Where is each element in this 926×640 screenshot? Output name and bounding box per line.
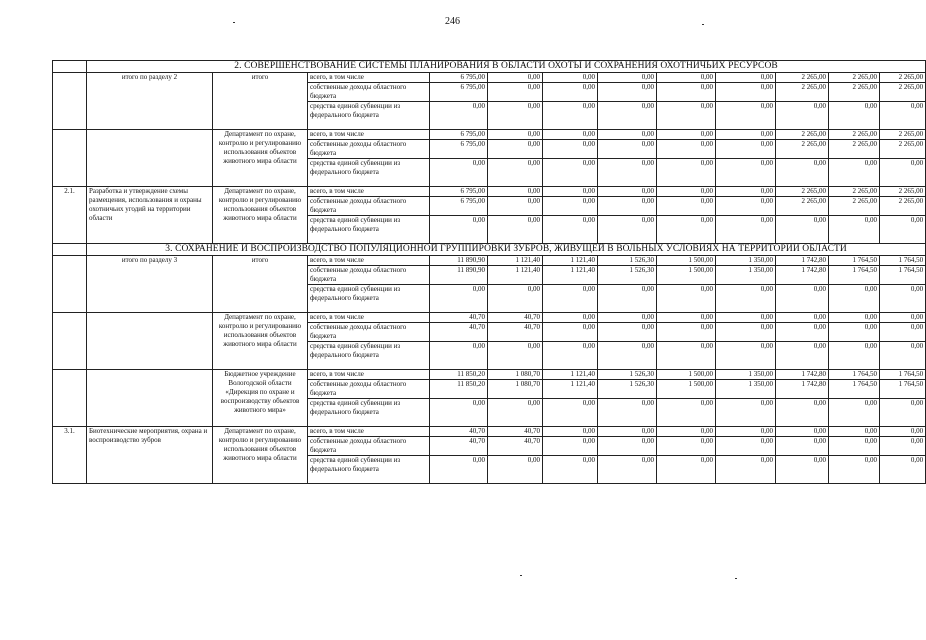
table-row [53, 256, 926, 266]
funding-source-cell: средства единой субвенции из федерального бюджета [308, 399, 430, 427]
amount-cell: 0,00 [657, 83, 716, 102]
amount-cell: 1 764,50 [880, 370, 926, 380]
measure-name-cell: итого по разделу 3 [87, 256, 213, 313]
amount-cell: 0,00 [716, 130, 776, 140]
amount-cell: 40,70 [430, 427, 488, 437]
measure-name-cell [87, 370, 213, 427]
amount-cell: 0,00 [543, 323, 598, 342]
funding-source-cell: всего, в том числе [308, 313, 430, 323]
amount-cell: 11 890,90 [430, 266, 488, 285]
amount-cell: 0,00 [829, 159, 880, 187]
amount-cell: 11 890,90 [430, 256, 488, 266]
executor-cell: Департамент по охране, контролю и регулированию использования объектов животного мира области [213, 130, 308, 187]
amount-cell: 40,70 [488, 437, 543, 456]
amount-cell: 0,00 [880, 456, 926, 484]
budget-table [52, 60, 926, 484]
amount-cell: 0,00 [598, 159, 657, 187]
amount-cell: 0,00 [543, 342, 598, 370]
amount-cell: 0,00 [543, 187, 598, 197]
amount-cell: 0,00 [598, 285, 657, 313]
amount-cell: 0,00 [716, 456, 776, 484]
amount-cell: 0,00 [488, 197, 543, 216]
amount-cell: 0,00 [829, 102, 880, 130]
amount-cell: 0,00 [776, 285, 829, 313]
amount-cell: 0,00 [829, 399, 880, 427]
amount-cell: 0,00 [488, 342, 543, 370]
amount-cell: 6 795,00 [430, 197, 488, 216]
amount-cell: 2 265,00 [880, 83, 926, 102]
funding-source-cell: средства единой субвенции из федерального бюджета [308, 456, 430, 484]
amount-cell: 2 265,00 [880, 130, 926, 140]
amount-cell: 0,00 [543, 102, 598, 130]
amount-cell: 0,00 [598, 102, 657, 130]
amount-cell: 0,00 [598, 456, 657, 484]
amount-cell: 0,00 [716, 159, 776, 187]
amount-cell: 1 121,40 [488, 256, 543, 266]
executor-cell: Бюджетное учреждение Вологодской области «Дирекция по охране и воспроизводству объектов животного мира» [213, 370, 308, 427]
amount-cell: 0,00 [488, 456, 543, 484]
amount-cell: 6 795,00 [430, 130, 488, 140]
measure-name-cell: итого по разделу 2 [87, 73, 213, 130]
amount-cell: 2 265,00 [776, 197, 829, 216]
amount-cell: 0,00 [716, 187, 776, 197]
amount-cell: 0,00 [488, 83, 543, 102]
funding-source-cell: всего, в том числе [308, 256, 430, 266]
funding-source-cell: собственные доходы областного бюджета [308, 140, 430, 159]
amount-cell: 0,00 [430, 102, 488, 130]
amount-cell: 40,70 [430, 323, 488, 342]
amount-cell: 11 850,20 [430, 370, 488, 380]
amount-cell: 0,00 [716, 102, 776, 130]
row-number-cell [53, 130, 87, 187]
amount-cell: 40,70 [430, 437, 488, 456]
amount-cell: 0,00 [543, 399, 598, 427]
amount-cell: 0,00 [657, 342, 716, 370]
measure-name-cell [87, 130, 213, 187]
amount-cell: 0,00 [716, 323, 776, 342]
amount-cell: 0,00 [657, 197, 716, 216]
amount-cell: 0,00 [776, 159, 829, 187]
amount-cell: 1 121,40 [543, 266, 598, 285]
amount-cell: 1 350,00 [716, 370, 776, 380]
amount-cell: 2 265,00 [776, 140, 829, 159]
amount-cell: 0,00 [657, 187, 716, 197]
executor-cell: итого [213, 256, 308, 313]
amount-cell: 1 121,40 [543, 370, 598, 380]
amount-cell: 2 265,00 [829, 83, 880, 102]
amount-cell: 0,00 [657, 427, 716, 437]
amount-cell: 0,00 [880, 427, 926, 437]
amount-cell: 0,00 [880, 342, 926, 370]
amount-cell: 0,00 [488, 102, 543, 130]
amount-cell: 0,00 [488, 187, 543, 197]
amount-cell: 0,00 [716, 313, 776, 323]
amount-cell: 0,00 [543, 313, 598, 323]
measure-name-cell [87, 313, 213, 370]
amount-cell: 0,00 [776, 437, 829, 456]
funding-source-cell: собственные доходы областного бюджета [308, 323, 430, 342]
amount-cell: 0,00 [488, 130, 543, 140]
amount-cell: 0,00 [880, 102, 926, 130]
section-header-row [53, 61, 926, 73]
amount-cell: 2 265,00 [776, 73, 829, 83]
amount-cell: 1 526,30 [598, 266, 657, 285]
amount-cell: 0,00 [657, 399, 716, 427]
amount-cell: 0,00 [488, 216, 543, 244]
amount-cell: 1 764,50 [829, 266, 880, 285]
amount-cell: 0,00 [598, 323, 657, 342]
amount-cell: 0,00 [543, 197, 598, 216]
funding-source-cell: собственные доходы областного бюджета [308, 380, 430, 399]
amount-cell: 1 526,30 [598, 370, 657, 380]
amount-cell: 0,00 [716, 437, 776, 456]
scan-speck [520, 575, 522, 576]
amount-cell: 0,00 [880, 323, 926, 342]
amount-cell: 0,00 [488, 159, 543, 187]
amount-cell: 0,00 [657, 159, 716, 187]
amount-cell: 2 265,00 [880, 197, 926, 216]
amount-cell: 0,00 [488, 399, 543, 427]
amount-cell: 0,00 [716, 427, 776, 437]
table-row [53, 370, 926, 380]
amount-cell: 6 795,00 [430, 140, 488, 159]
amount-cell: 0,00 [598, 313, 657, 323]
amount-cell: 2 265,00 [880, 140, 926, 159]
budget-table-container [52, 60, 924, 484]
amount-cell: 0,00 [657, 102, 716, 130]
amount-cell: 6 795,00 [430, 187, 488, 197]
funding-source-cell: средства единой субвенции из федерального бюджета [308, 216, 430, 244]
amount-cell: 0,00 [430, 285, 488, 313]
amount-cell: 1 121,40 [543, 256, 598, 266]
executor-cell: Департамент по охране, контролю и регулированию использования объектов животного мира области [213, 427, 308, 484]
amount-cell: 1 500,00 [657, 266, 716, 285]
funding-source-cell: всего, в том числе [308, 370, 430, 380]
funding-source-cell: всего, в том числе [308, 427, 430, 437]
amount-cell: 0,00 [716, 216, 776, 244]
section-header-row [53, 244, 926, 256]
funding-source-cell: собственные доходы областного бюджета [308, 83, 430, 102]
amount-cell: 0,00 [829, 285, 880, 313]
amount-cell: 0,00 [488, 285, 543, 313]
amount-cell: 40,70 [430, 313, 488, 323]
amount-cell: 0,00 [657, 313, 716, 323]
amount-cell: 0,00 [657, 456, 716, 484]
table-row [53, 73, 926, 83]
amount-cell: 0,00 [430, 456, 488, 484]
amount-cell: 0,00 [543, 456, 598, 484]
amount-cell: 1 350,00 [716, 380, 776, 399]
table-row [53, 130, 926, 140]
amount-cell: 0,00 [776, 456, 829, 484]
amount-cell: 0,00 [543, 285, 598, 313]
amount-cell: 0,00 [430, 216, 488, 244]
amount-cell: 6 795,00 [430, 73, 488, 83]
amount-cell: 1 500,00 [657, 370, 716, 380]
scan-speck [702, 24, 704, 25]
amount-cell: 1 742,80 [776, 256, 829, 266]
funding-source-cell: собственные доходы областного бюджета [308, 437, 430, 456]
amount-cell: 0,00 [657, 73, 716, 83]
amount-cell: 0,00 [543, 73, 598, 83]
amount-cell: 1 742,80 [776, 370, 829, 380]
amount-cell: 0,00 [598, 83, 657, 102]
amount-cell: 1 764,50 [880, 256, 926, 266]
table-row [53, 187, 926, 197]
amount-cell: 1 742,80 [776, 380, 829, 399]
amount-cell: 0,00 [829, 342, 880, 370]
amount-cell: 0,00 [543, 130, 598, 140]
amount-cell: 0,00 [716, 285, 776, 313]
amount-cell: 0,00 [776, 323, 829, 342]
funding-source-cell: всего, в том числе [308, 73, 430, 83]
amount-cell: 0,00 [543, 216, 598, 244]
amount-cell: 0,00 [716, 140, 776, 159]
scan-speck [233, 22, 235, 23]
amount-cell: 0,00 [598, 427, 657, 437]
amount-cell: 0,00 [716, 399, 776, 427]
amount-cell: 1 764,50 [829, 370, 880, 380]
amount-cell: 0,00 [880, 159, 926, 187]
section-header-num-cell [53, 61, 87, 73]
row-number-cell [53, 256, 87, 313]
amount-cell: 0,00 [880, 285, 926, 313]
amount-cell: 1 764,50 [880, 380, 926, 399]
amount-cell: 0,00 [488, 140, 543, 159]
scan-speck [735, 578, 737, 579]
amount-cell: 1 526,30 [598, 256, 657, 266]
amount-cell: 2 265,00 [829, 187, 880, 197]
amount-cell: 1 764,50 [880, 266, 926, 285]
amount-cell: 2 265,00 [829, 140, 880, 159]
amount-cell: 0,00 [543, 427, 598, 437]
amount-cell: 1 080,70 [488, 370, 543, 380]
amount-cell: 0,00 [776, 427, 829, 437]
amount-cell: 11 850,20 [430, 380, 488, 399]
amount-cell: 0,00 [657, 130, 716, 140]
amount-cell: 0,00 [880, 216, 926, 244]
amount-cell: 0,00 [776, 216, 829, 244]
amount-cell: 2 265,00 [776, 83, 829, 102]
amount-cell: 2 265,00 [829, 73, 880, 83]
row-number-cell: 2.1. [53, 187, 87, 244]
amount-cell: 40,70 [488, 313, 543, 323]
amount-cell: 0,00 [598, 342, 657, 370]
amount-cell: 0,00 [880, 399, 926, 427]
row-number-cell [53, 313, 87, 370]
amount-cell: 0,00 [880, 313, 926, 323]
amount-cell: 0,00 [716, 83, 776, 102]
amount-cell: 0,00 [430, 342, 488, 370]
amount-cell: 0,00 [430, 399, 488, 427]
amount-cell: 1 080,70 [488, 380, 543, 399]
row-number-cell [53, 370, 87, 427]
amount-cell: 1 121,40 [543, 380, 598, 399]
amount-cell: 2 265,00 [880, 73, 926, 83]
funding-source-cell: средства единой субвенции из федерального бюджета [308, 159, 430, 187]
amount-cell: 0,00 [598, 187, 657, 197]
amount-cell: 1 764,50 [829, 256, 880, 266]
amount-cell: 0,00 [543, 159, 598, 187]
amount-cell: 0,00 [829, 456, 880, 484]
amount-cell: 0,00 [598, 140, 657, 159]
row-number-cell [53, 73, 87, 130]
amount-cell: 0,00 [829, 323, 880, 342]
amount-cell: 2 265,00 [829, 130, 880, 140]
funding-source-cell: средства единой субвенции из федерального бюджета [308, 102, 430, 130]
section-title: 3. СОХРАНЕНИЕ И ВОСПРОИЗВОДСТВО ПОПУЛЯЦИОННОЙ ГРУППИРОВКИ ЗУБРОВ, ЖИВУЩЕЙ В ВОЛЬНЫХ УСЛОВИЯХ НА ТЕРРИТОРИИ ОБЛАСТИ [87, 244, 926, 256]
amount-cell: 40,70 [488, 323, 543, 342]
amount-cell: 0,00 [543, 437, 598, 456]
amount-cell: 0,00 [776, 342, 829, 370]
executor-cell: Департамент по охране, контролю и регулированию использования объектов животного мира области [213, 313, 308, 370]
amount-cell: 0,00 [776, 313, 829, 323]
amount-cell: 1 742,80 [776, 266, 829, 285]
amount-cell: 0,00 [657, 323, 716, 342]
amount-cell: 1 350,00 [716, 256, 776, 266]
amount-cell: 0,00 [543, 83, 598, 102]
funding-source-cell: всего, в том числе [308, 130, 430, 140]
funding-source-cell: средства единой субвенции из федерального бюджета [308, 285, 430, 313]
amount-cell: 1 500,00 [657, 256, 716, 266]
amount-cell: 0,00 [598, 437, 657, 456]
measure-name-cell: Разработка и утверждение схемы размещения, использования и охраны охотничьих угодий на территории области [87, 187, 213, 244]
amount-cell: 2 265,00 [776, 187, 829, 197]
amount-cell: 0,00 [657, 437, 716, 456]
table-row [53, 427, 926, 437]
section-header-num-cell [53, 244, 87, 256]
amount-cell: 6 795,00 [430, 83, 488, 102]
amount-cell: 2 265,00 [829, 197, 880, 216]
amount-cell: 2 265,00 [880, 187, 926, 197]
amount-cell: 0,00 [776, 399, 829, 427]
amount-cell: 0,00 [598, 197, 657, 216]
page-number: 246 [445, 16, 460, 27]
amount-cell: 0,00 [598, 73, 657, 83]
amount-cell: 0,00 [430, 159, 488, 187]
amount-cell: 1 121,40 [488, 266, 543, 285]
amount-cell: 1 526,30 [598, 380, 657, 399]
amount-cell: 0,00 [598, 399, 657, 427]
amount-cell: 0,00 [829, 216, 880, 244]
amount-cell: 0,00 [716, 197, 776, 216]
amount-cell: 1 764,50 [829, 380, 880, 399]
amount-cell: 0,00 [657, 216, 716, 244]
executor-cell: Департамент по охране, контролю и регулированию использования объектов животного мира области [213, 187, 308, 244]
amount-cell: 0,00 [488, 73, 543, 83]
funding-source-cell: средства единой субвенции из федерального бюджета [308, 342, 430, 370]
amount-cell: 0,00 [657, 285, 716, 313]
funding-source-cell: собственные доходы областного бюджета [308, 266, 430, 285]
amount-cell: 0,00 [829, 427, 880, 437]
amount-cell: 0,00 [716, 342, 776, 370]
amount-cell: 0,00 [543, 140, 598, 159]
amount-cell: 0,00 [598, 130, 657, 140]
amount-cell: 40,70 [488, 427, 543, 437]
section-title: 2. СОВЕРШЕНСТВОВАНИЕ СИСТЕМЫ ПЛАНИРОВАНИЯ В ОБЛАСТИ ОХОТЫ И СОХРАНЕНИЯ ОХОТНИЧЬИХ РЕСУРСОВ [87, 61, 926, 73]
amount-cell: 2 265,00 [776, 130, 829, 140]
amount-cell: 1 500,00 [657, 380, 716, 399]
funding-source-cell: всего, в том числе [308, 187, 430, 197]
amount-cell: 0,00 [716, 73, 776, 83]
measure-name-cell: Биотехнические мероприятия, охрана и воспроизводство зубров [87, 427, 213, 484]
amount-cell: 0,00 [657, 140, 716, 159]
amount-cell: 0,00 [829, 437, 880, 456]
amount-cell: 0,00 [598, 216, 657, 244]
amount-cell: 0,00 [776, 102, 829, 130]
amount-cell: 1 350,00 [716, 266, 776, 285]
amount-cell: 0,00 [880, 437, 926, 456]
executor-cell: итого [213, 73, 308, 130]
row-number-cell: 3.1. [53, 427, 87, 484]
funding-source-cell: собственные доходы областного бюджета [308, 197, 430, 216]
amount-cell: 0,00 [829, 313, 880, 323]
table-row [53, 313, 926, 323]
